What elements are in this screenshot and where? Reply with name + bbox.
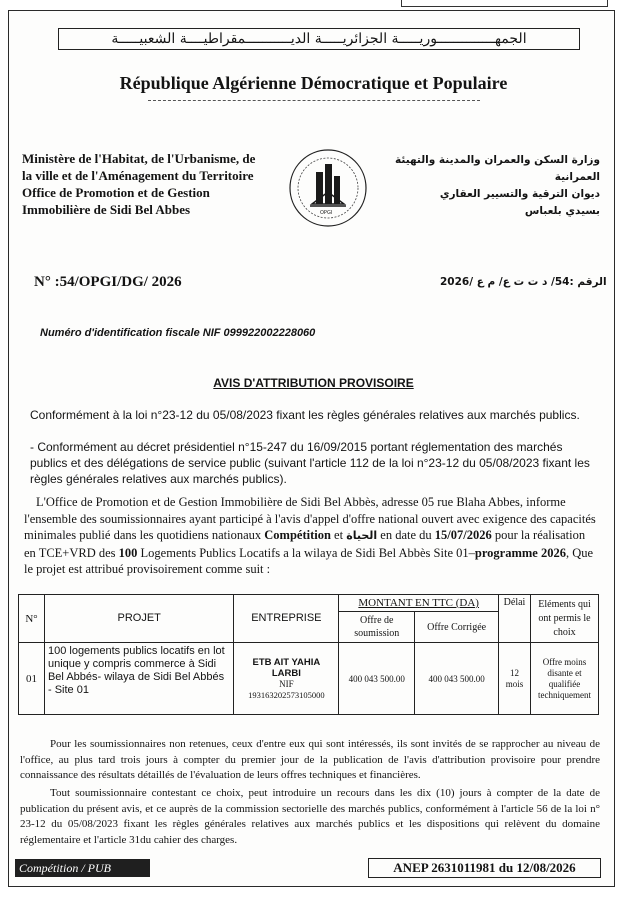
ministry-arabic-block [395,152,600,220]
row-offre-corrigee: 400 043 500.00 [415,643,499,715]
ministry-arabic-line: وزارة السكن والعمران والمدينة والتهيئة العمرانية [395,154,600,183]
publication-source-tag: Compétition / PUB [15,859,150,877]
top-border-strip [401,0,608,7]
arabic-republic-banner: الجمهــــــــــــــوريـــــة الجزائريـــــة الديـــــــــــمقراطيــــة الشعبيـــــة [58,28,580,50]
reference-number-fr: N° :54/OPGI/DG/ 2026 [34,274,182,290]
header-num: N° [19,595,45,643]
ministry-french-block [22,150,282,218]
opgi-emblem-icon [286,142,370,238]
table-row [19,643,599,715]
publication-date: 15/07/2026 [434,528,492,542]
ministry-arabic-line: بسيدي بلعباس [524,205,600,217]
decree-paragraph: - Conformément au décret présidentiel n°15-247 du 16/09/2015 portant réglementation des marchés publics et des délégations de service public (suivant l'article 112 de la loi n°23-12 du 05/08/2023 fixant les règles générales relatives aux marchés publics). [30,440,590,486]
anep-reference: ANEP 2631011981 du 12/08/2026 [368,858,601,878]
text-span: Logements Publics Locatifs a la wilaya de Sidi Bel Abbès Site 01– [137,545,475,560]
ministry-line: Immobilière de Sidi Bel Abbes [22,202,191,217]
programme-label: programme 2026 [474,545,566,560]
housing-count: 100 [118,545,138,560]
header-entreprise: ENTREPRISE [234,595,339,643]
company-name: ETB AIT YAHIA LARBI [252,656,321,679]
text-span: , Que le projet est attribué provisoirement comme suit : [24,545,594,576]
republic-title: République Algérienne Démocratique et Populaire [119,73,508,93]
title-divider [148,100,480,101]
ministry-arabic-line: ديوان الترقية والتسيير العقاري [439,188,600,200]
text-span: L'Office de Promotion et de Gestion Immobilière de Sidi Bel Abbès, adresse 05 rue Blaha Abbes, informe l'ensemble des soumissionnaires ayant participé à l'avis d'appel d'offre national ouvert avec exigence des capacités minimales publié dans les quotidiens nationaux [24,495,596,542]
non-retained-paragraph: Pour les soumissionnaires non retenues, ceux d'entre eux qui sont intéressés, ils sont invités de se rapprocher au niveau de l'office, au plus tard trois jours à compter du premier jour de la publication de l'avis d'attribution provisoire pour prendre connaissance des résultats détaillés de l'évaluation de leurs offres techniques et financières. [20,738,600,781]
row-projet: 100 logements publics locatifs en lot unique y compris commerce à Sidi Bel Abbés- wilaya de Sidi Bel Abbés - Site 01 [44,643,233,715]
header-elements: Eléments qui ont permis le choix [531,595,599,643]
logo-caption: OPGI [320,210,333,216]
company-nif: 193163202573105000 [248,689,325,700]
header-projet: PROJET [44,595,233,643]
notice-title: AVIS D'ATTRIBUTION PROVISOIRE [213,376,414,390]
reference-number-ar: الرقم :54/ د ت ت ع/ م ع /2026 [440,276,607,288]
ministry-line: la ville et de l'Aménagement du Territoire [22,168,254,183]
text-span: pour la réalisation en TCE+VRD des [24,528,586,560]
row-delai: 12 mois [499,643,531,715]
announcement-paragraph [24,494,600,578]
newspaper-name-ar: الحياة [346,529,378,542]
header-delai: Délai [499,595,531,643]
legal-basis-paragraph: Conformément à la loi n°23-12 du 05/08/2023 fixant les règles générales relatives aux marchés publics. [30,408,580,422]
row-offre-soumission: 400 043 500.00 [339,643,415,715]
header-offre-corrigee: Offre Corrigée [415,612,499,643]
company-nif-label: NIF [279,678,294,689]
text-span: en date du [377,528,435,542]
row-num: 01 [19,643,45,715]
text-span: et [330,528,347,542]
header-montant: MONTANT EN TTC (DA) [339,595,499,612]
header-offre-soumission: Offre de soumission [339,612,415,643]
award-table [18,594,599,715]
row-entreprise [234,643,339,715]
table-header-row [19,595,599,612]
row-elements: Offre moins disante et qualifiée techniquement [531,643,599,715]
fiscal-id-line: Numéro d'identification fiscale NIF 099922002228060 [40,327,316,339]
ministry-line: Office de Promotion et de Gestion [22,185,210,200]
ministry-line: Ministère de l'Habitat, de l'Urbanisme, de [22,151,256,166]
newspaper-name: Compétition [264,528,331,542]
appeal-paragraph: Tout soumissionnaire contestant ce choix, peut introduire un recours dans les dix (10) jours à compter de la date de publication du présent avis, et ce auprès de la commission sectorielle des marchés publics, conformément à l'article 56 de la loi n° 23-12 du 05/08/2023 fixant les règles générales relatives aux marchés publics et les dispositions qui relèvent du domaine réglementaire et l'article 31du cahier des charges. [20,787,600,846]
